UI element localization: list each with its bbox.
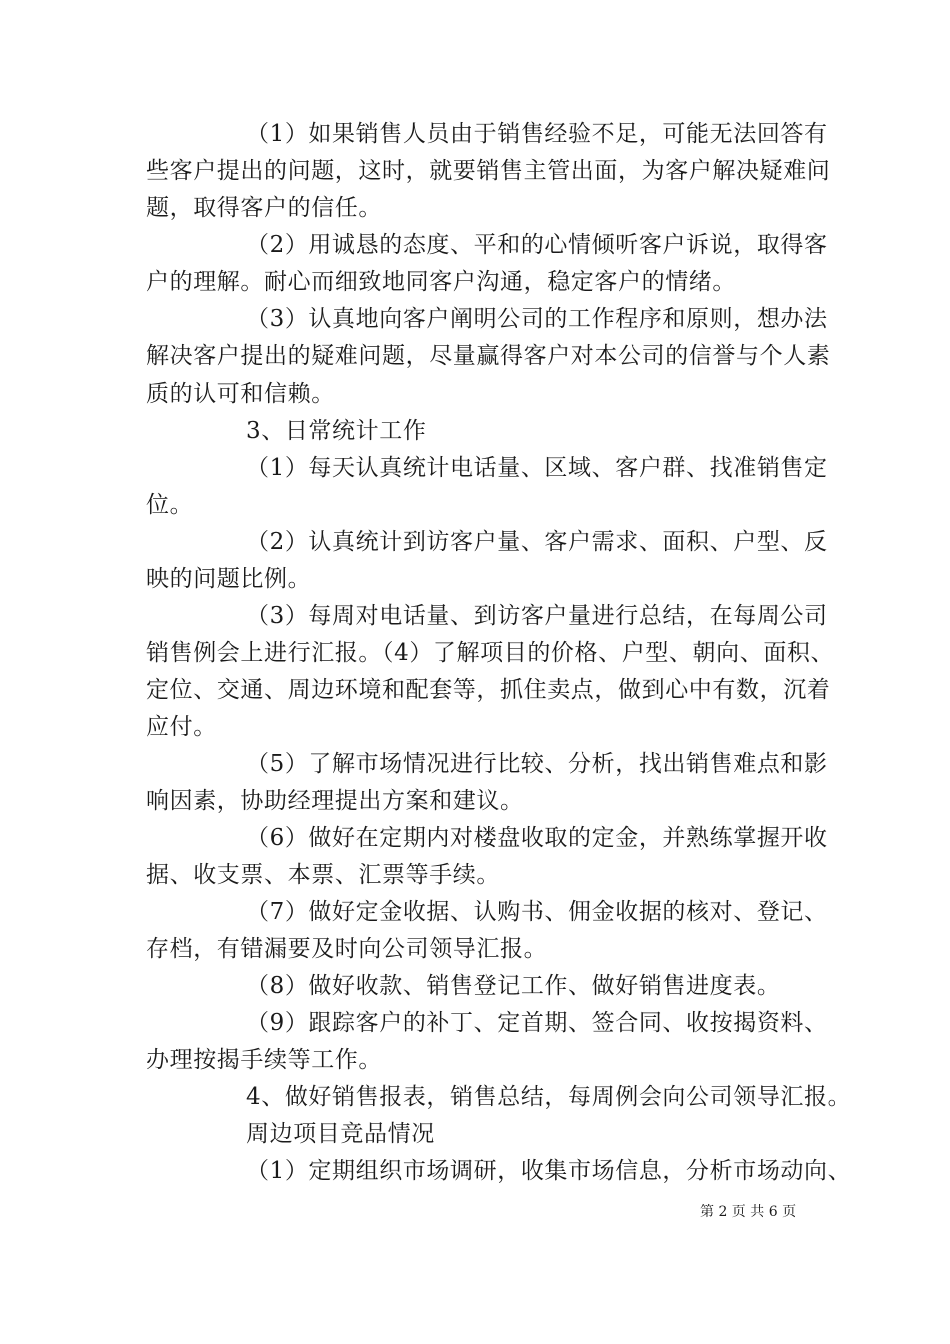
text-line: 解决客户提出的疑难问题，尽量赢得客户对本公司的信誉与个人素 xyxy=(146,343,831,369)
text-line: （5）了解市场情况进行比较、分析，找出销售难点和影 xyxy=(246,751,828,777)
text-line: （2）认真统计到访客户量、客户需求、面积、户型、反 xyxy=(246,529,828,555)
text-line: 定位、交通、周边环境和配套等，抓住卖点，做到心中有数，沉着 xyxy=(146,677,831,703)
text-line: 些客户提出的问题，这时，就要销售主管出面，为客户解决疑难问 xyxy=(146,158,831,184)
text-line: 响因素，协助经理提出方案和建议。 xyxy=(146,788,524,814)
page-number: 第 2 页 共 6 页 xyxy=(700,1204,797,1220)
text-line: 存档，有错漏要及时向公司领导汇报。 xyxy=(146,936,548,962)
text-line: 位。 xyxy=(146,492,194,518)
section-heading: 4、做好销售报表，销售总结，每周例会向公司领导汇报。 xyxy=(246,1084,852,1110)
text-line: 题，取得客户的信任。 xyxy=(146,195,382,221)
text-line: （8）做好收款、销售登记工作、做好销售进度表。 xyxy=(246,973,781,999)
text-line: 户的理解。耐心而细致地同客户沟通，稳定客户的情绪。 xyxy=(146,269,736,295)
text-line: （7）做好定金收据、认购书、佣金收据的核对、登记、 xyxy=(246,899,828,925)
text-line: 办理按揭手续等工作。 xyxy=(146,1047,382,1073)
text-line: （6）做好在定期内对楼盘收取的定金，并熟练掌握开收 xyxy=(246,825,828,851)
text-line: 销售例会上进行汇报。（4）了解项目的价格、户型、朝向、面积、 xyxy=(146,640,835,666)
text-line: 据、收支票、本票、汇票等手续。 xyxy=(146,862,500,888)
text-line: （9）跟踪客户的补丁、定首期、签合同、收按揭资料、 xyxy=(246,1010,828,1036)
text-line: （2）用诚恳的态度、平和的心情倾听客户诉说，取得客 xyxy=(246,232,828,258)
text-line: （1）每天认真统计电话量、区域、客户群、找准销售定 xyxy=(246,455,828,481)
text-line: （1）如果销售人员由于销售经验不足，可能无法回答有 xyxy=(246,121,828,147)
text-line: 映的问题比例。 xyxy=(146,566,312,592)
text-line: （3）认真地向客户阐明公司的工作程序和原则，想办法 xyxy=(246,306,828,332)
section-heading: 3、日常统计工作 xyxy=(246,418,427,444)
text-line: 质的认可和信赖。 xyxy=(146,381,335,407)
text-line: （3）每周对电话量、到访客户量进行总结，在每周公司 xyxy=(246,603,828,629)
text-line: （1）定期组织市场调研，收集市场信息，分析市场动向、 xyxy=(246,1158,852,1184)
section-heading: 周边项目竞品情况 xyxy=(246,1121,435,1147)
text-line: 应付。 xyxy=(146,714,217,740)
